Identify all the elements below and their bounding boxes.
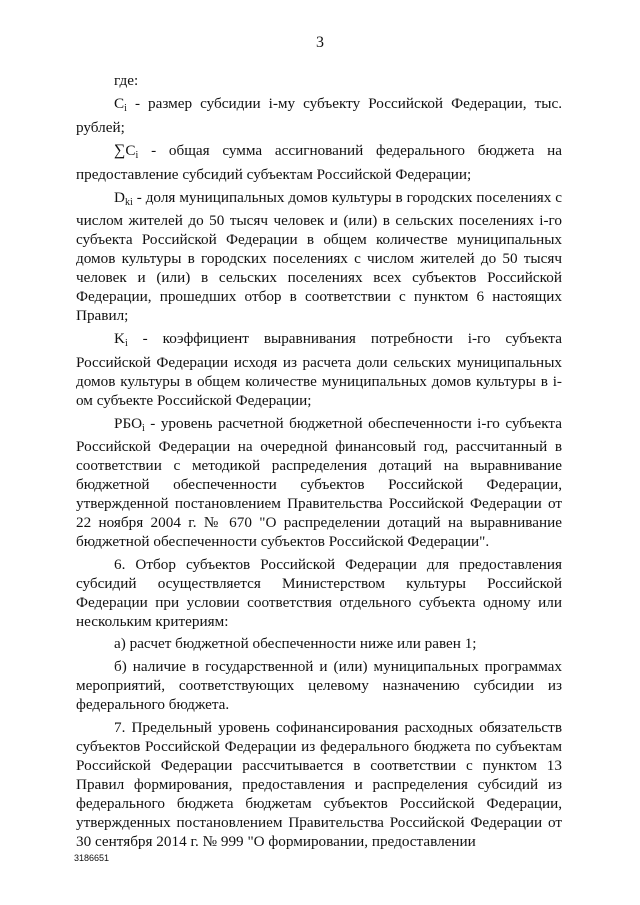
definition-c-i-text: - размер субсидии i-му субъекту Российской Федерации, тыс. рублей;: [76, 94, 562, 136]
section-6-criterion-b: б) наличие в государственной и (или) муниципальных программах мероприятий, соответствующих целевому назначению субсидии из федерального бюджета.: [76, 658, 562, 714]
section-6-intro: 6. Отбор субъектов Российской Федерации для предоставления субсидий осуществляется Министерством культуры Российской Федерации при условии соответствия отдельного субъекта одному или нескольким критериям:: [76, 555, 562, 630]
definition-sum-c-text: - общая сумма ассигнований федерального бюджета на предоставление субсидий субъектам Российской Федерации;: [76, 141, 562, 183]
definition-d-ki: [76, 189, 562, 326]
symbol-k-letter: K: [114, 329, 125, 347]
section-7-text: 7. Предельный уровень софинансирования расходных обязательств субъектов Российской Федерации из федерального бюджета по субъектам Российской Федерации рассчитывается в соответствии с пунктом 13 Правил формирования, предоставления и распределения субсидий из федерального бюджета бюджетам субъектов Российской Федерации, утвержденных постановлением Правительства Российской Федерации от 30 сентября 2014 г. № 999 "О формировании, предоставлении: [76, 719, 562, 850]
symbol-rbo-subscript: i: [142, 422, 145, 434]
definition-sum-c: [76, 142, 562, 185]
symbol-d-subscript: ki: [124, 196, 133, 208]
definition-d-ki-text: - доля муниципальных домов культуры в городских поселениях с числом жителей до 50 тысяч человек и (или) в сельских поселениях i-го субъекта Российской Федерации в общем количестве муниципальных домов культуры в городских поселениях с числом жителей до 50 тысяч человек и (или) в сельских поселениях всех субъектов Российской Федерации, прошедших отбор в соответствии с пунктом 6 настоящих Правил;: [76, 188, 562, 324]
symbol-rbo-letters: РБО: [114, 414, 143, 432]
symbol-d-ki: [114, 189, 133, 206]
definition-c-i: [76, 95, 562, 138]
sigma-symbol: ∑: [114, 141, 126, 159]
page-number: 3: [316, 34, 324, 51]
symbol-c-letter: C: [114, 94, 125, 112]
document-id: 3186651: [74, 853, 110, 863]
symbol-k-i: [114, 330, 128, 347]
definition-rbo-i: [76, 415, 562, 552]
section-6-criterion-a: а) расчет бюджетной обеспеченности ниже или равен 1;: [114, 635, 477, 653]
where-label: где:: [114, 72, 139, 89]
symbol-sum-c-subscript: i: [135, 149, 139, 161]
symbol-d-letter: D: [114, 188, 125, 206]
symbol-k-subscript: i: [124, 337, 128, 349]
symbol-sum-c-letter: C: [125, 141, 136, 159]
definition-k-i: [76, 330, 562, 411]
symbol-c-subscript: i: [124, 102, 127, 114]
document-body: [76, 72, 562, 851]
definition-rbo-i-text: - уровень расчетной бюджетной обеспеченности i-го субъекта Российской Федерации на очередной финансовый год, рассчитанный в соответствии с методикой распределения дотаций на выравнивание бюджетной обеспеченности субъектов Российской Федерации, утвержденной постановлением Правительства Российской Федерации от 22 ноября 2004 г. № 670 "О распределении дотаций на выравнивание бюджетной обеспеченности субъектов Российской Федерации".: [76, 414, 562, 550]
symbol-c-i: [114, 95, 127, 112]
symbol-rbo-i: [114, 415, 145, 432]
symbol-sum-c: [114, 142, 138, 159]
definition-k-i-text: - коэффициент выравнивания потребности i-го субъекта Российской Федерации исходя из расчета доли сельских муниципальных домов культуры в общем количестве муниципальных домов культуры в i-ом субъекте Российской Федерации;: [76, 329, 562, 409]
